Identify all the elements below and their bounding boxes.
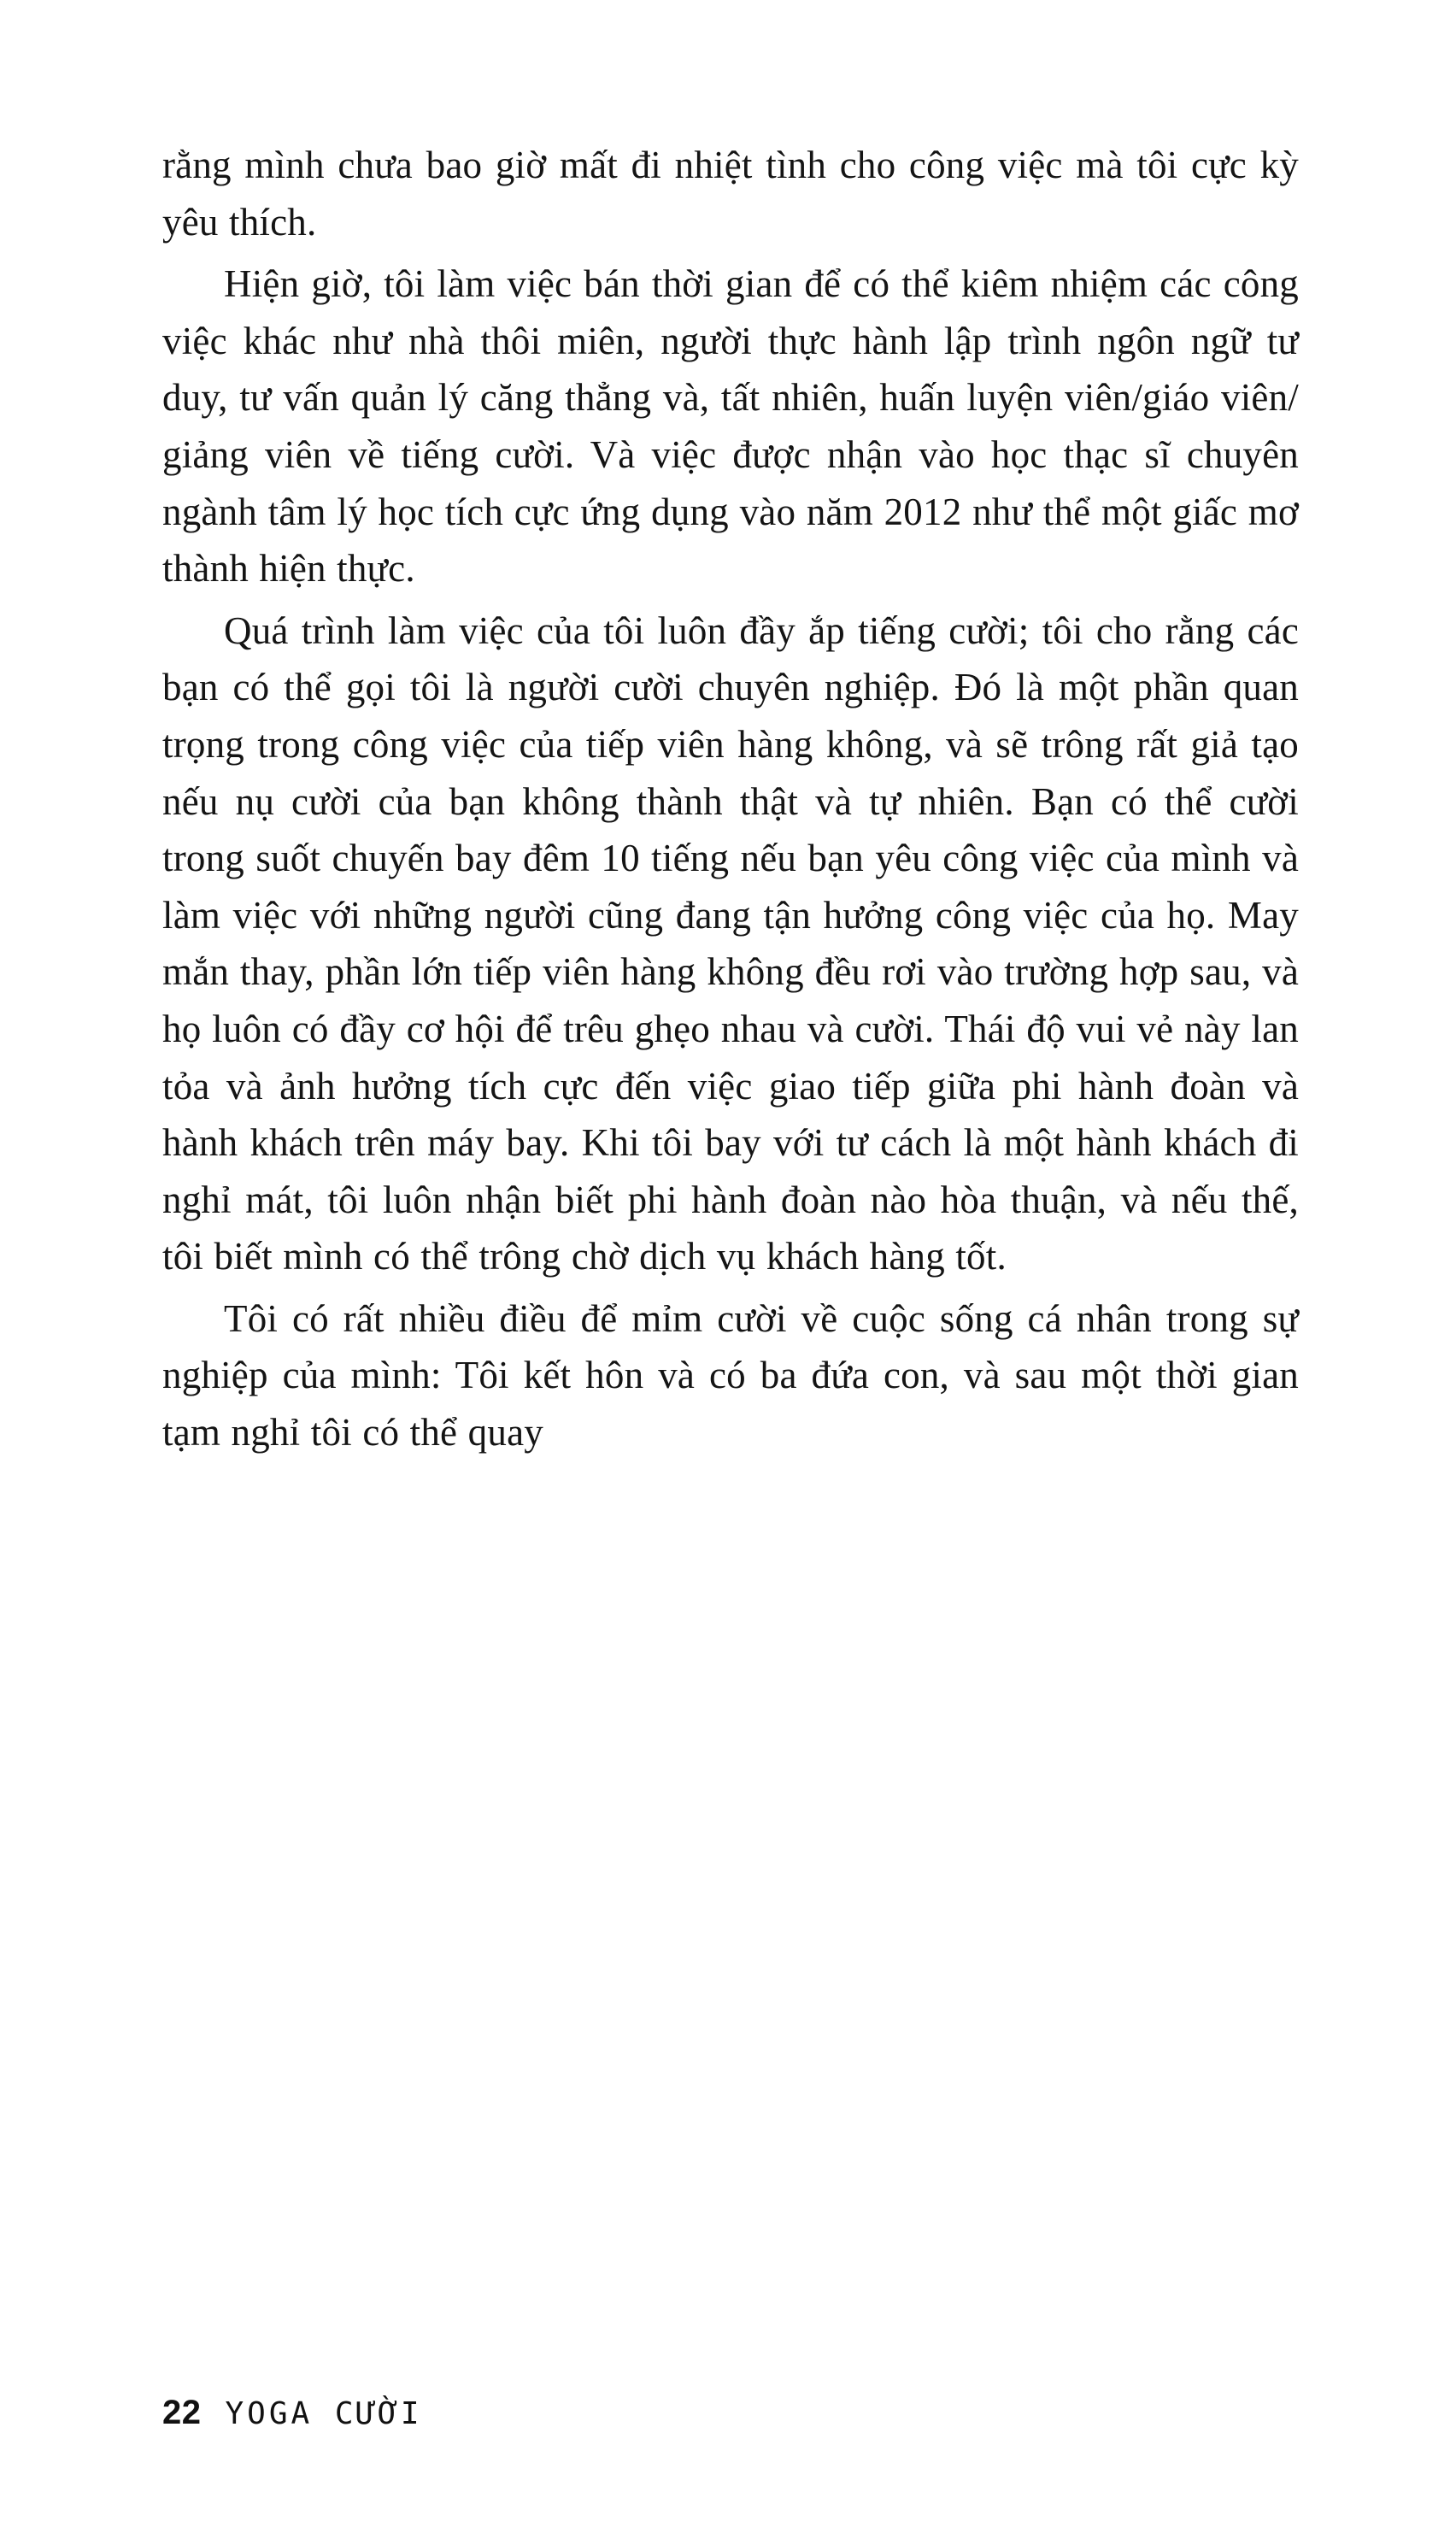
- page-footer: [162, 2394, 423, 2432]
- paragraph-continued: rằng mình chưa bao giờ mất đi nhiệt tình cho công việc mà tôi cực kỳ yêu thích.: [162, 144, 1299, 244]
- page-number: 22: [162, 2394, 202, 2431]
- running-title: YOGA CƯỜI: [225, 2396, 423, 2431]
- paragraph-professional-laugher: Quá trình làm việc của tôi luôn đầy ắp tiếng cười; tôi cho rằng các bạn có thể gọi tôi là người cười chuyên nghiệp. Đó là một phần quan trọng trong công việc của tiếp viên hàng không, và sẽ trông rất giả tạo nếu nụ cười của bạn không thành thật và tự nhiên. Bạn có thể cười trong suốt chuyến bay đêm 10 tiếng nếu bạn yêu công việc của mình và làm việc với những người cũng đang tận hưởng công việc của họ. May mắn thay, phần lớn tiếp viên hàng không đều rơi vào trường hợp sau, và họ luôn có đầy cơ hội để trêu ghẹo nhau và cười. Thái độ vui vẻ này lan tỏa và ảnh hưởng tích cực đến việc giao tiếp giữa phi hành đoàn và hành khách trên máy bay. Khi tôi bay với tư cách là một hành khách đi nghỉ mát, tôi luôn nhận biết phi hành đoàn nào hòa thuận, và nếu thế, tôi biết mình có thể trông chờ dịch vụ khách hàng tốt.: [162, 608, 1299, 1278]
- body-text-column: [162, 137, 1299, 1461]
- paragraph-part-time-work: Hiện giờ, tôi làm việc bán thời gian để có thể kiêm nhiệm các công việc khác như nhà thôi miên, người thực hành lập trình ngôn ngữ tư duy, tư vấn quản lý căng thẳng và, tất nhiên, huấn luyện viên/giáo viên/ giảng viên về tiếng cười. Và việc được nhận vào học thạc sĩ chuyên ngành tâm lý học tích cực ứng dụng vào năm 2012 như thể một giấc mơ thành hiện thực.: [162, 262, 1299, 591]
- paragraph-personal-life: Tôi có rất nhiều điều để mỉm cười về cuộc sống cá nhân trong sự nghiệp của mình: Tôi kết hôn và có ba đứa con, và sau một thời gian tạm nghỉ tôi có thể quay: [162, 1296, 1299, 1455]
